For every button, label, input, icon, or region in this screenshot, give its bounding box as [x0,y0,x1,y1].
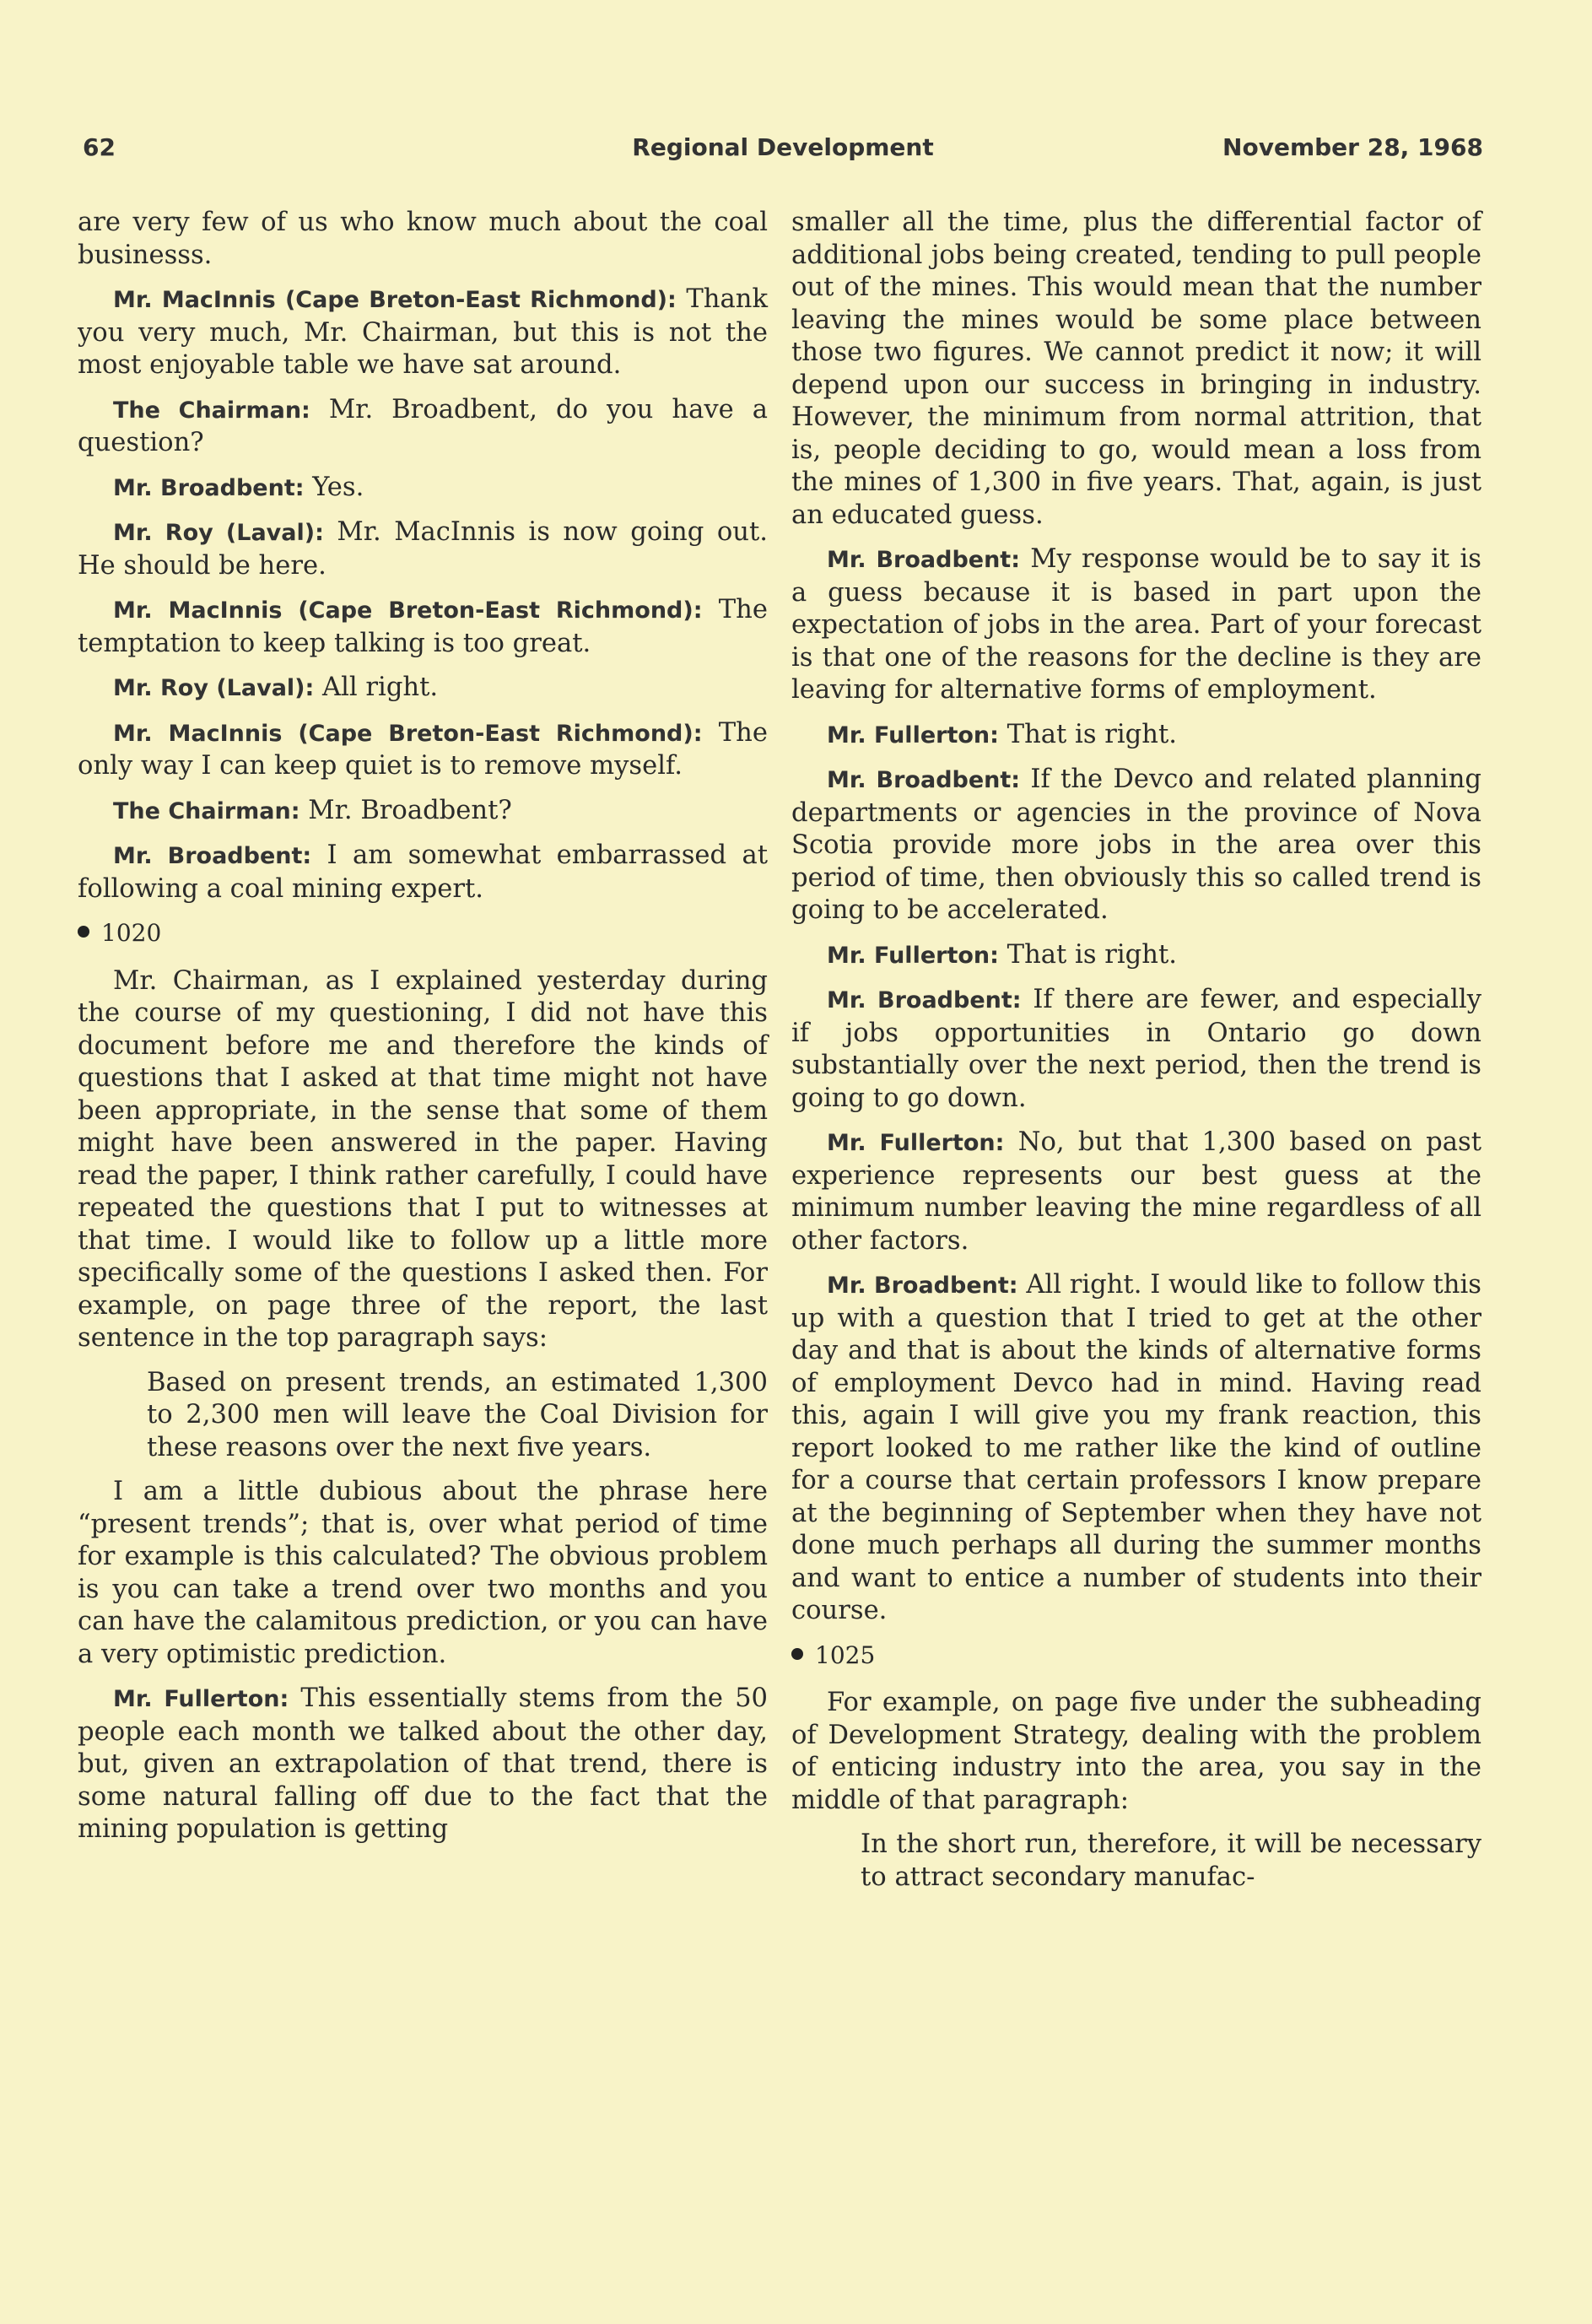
block-quote: In the short run, therefore, it will be necessary to attract secondary manufac- [861,1829,1481,1892]
speaker-name: Mr. Broadbent: [113,843,312,869]
speech [78,594,768,660]
bullet-icon [78,926,89,938]
speaker-name: Mr. MacInnis (Cape Breton-East Richmond): [113,597,703,624]
speaker-name: Mr. Roy (Laval): [113,520,324,546]
speaker-name: Mr. Fullerton: [113,1686,289,1712]
speech [78,795,768,829]
speech [791,719,1481,753]
speech [78,516,768,582]
block-quote: Based on present trends, an estimated 1,300 to 2,300 men will leave the Coal Division for these reasons over the next five years. [147,1367,768,1462]
speaker-name: Mr. Broadbent: [827,547,1021,573]
speech [791,984,1481,1115]
speech [791,1127,1481,1257]
time-marker [791,1640,1481,1673]
right-column [791,207,1481,1905]
paragraph: For example, on page five under the subheading of Development Strategy, dealing with the problem of enticing industry into the area, you say in the middle of that paragraph: [791,1688,1481,1815]
speech-text: All right. [314,673,439,702]
paragraph: smaller all the time, plus the differential factor of additional jobs being created, tending to pull people out of the mines. This would mean that the number leaving the mines would be some place between those two figures. We cannot predict it now; it will depend upon our success in bringing in industry. However, the minimum from normal attrition, that is, people deciding to go, would mean a loss from the mines of 1,300 in five years. That, again, is just an educated guess. [791,208,1481,530]
left-column [78,207,768,1858]
speech [791,543,1481,707]
speech [78,284,768,382]
bullet-icon [791,1648,803,1660]
speech [791,1269,1481,1628]
speech-text: Thank you very much, Mr. Chairman, but this is not the most enjoyable table we have sat around. [78,284,768,380]
running-title: Regional Development [632,133,934,161]
speaker-name: Mr. Roy (Laval): [113,675,315,701]
speaker-name: Mr. Broadbent: [827,1273,1018,1299]
speech-text: If the Devco and related planning departments or agencies in the province of Nova Scotia provide more jobs in the area over this period of time, then obviously this so called trend is going to be accelerated. [791,765,1482,925]
paragraph: I am a little dubious about the phrase here “present trends”; that is, over what period of time for example is this calculated? The obvious problem is you can take a trend over two months and you can have the calamitous prediction, or you can have a very optimistic prediction. [78,1477,768,1669]
speech-text: If there are fewer, and especially if jobs opportunities in Ontario go down substantially over the next period, then the trend is going to go down. [791,985,1482,1113]
time-marker-text: 1020 [101,919,162,947]
speech-text: I am somewhat embarrassed at following a coal mining expert. [78,840,769,904]
speech-text: All right. I would like to follow this up with a question that I tried to get at the other day and that is about the kinds of alternative forms of employment Devco had in mind. Having read this, again I will give you my frank reaction, this report looked to me rather like the kind of outline for a course that certain professors I know prepare at the beginning of September when they have not done much perhaps all during the summer months and want to entice a number of students into their course. [791,1270,1481,1625]
speech-text: That is right. [998,719,1177,749]
speech-text: The only way I can keep quiet is to remove myself. [78,717,768,781]
speech-text: This essentially stems from the 50 people each month we talked about the other day, but, given an extrapolation of that trend, there is some natural falling off due to the fact that the mining population is getting [78,1684,768,1844]
time-marker-text: 1025 [815,1640,876,1669]
speaker-name: Mr. MacInnis (Cape Breton-East Richmond): [113,287,677,313]
speech-text: The temptation to keep talking is too great. [78,595,768,658]
speech [791,764,1481,927]
speaker-name: The Chairman: [113,797,300,824]
speech-text: Mr. MacInnis is now going out. He should be here. [78,517,768,581]
speaker-name: Mr. Fullerton: [827,1130,1005,1156]
speech [78,672,768,705]
speech [78,472,768,505]
speaker-name: Mr. Fullerton: [827,942,999,969]
paragraph: Mr. Chairman, as I explained yesterday during the course of my questioning, I did not have this document before me and therefore the kinds of questions that I asked at that time might not have been appropriate, in the sense that some of them might have been answered in the paper. Having read the paper, I think rather carefully, I could have repeated the questions that I put to witnesses at that time. I would like to follow up a little more specifically some of the questions I asked then. For example, on page three of the report, the last sentence in the top paragraph says: [78,965,768,1353]
speech [78,1683,768,1846]
speech-text: That is right. [998,939,1177,970]
speech [78,717,768,783]
page-header [83,133,1483,170]
speech [791,939,1481,973]
speech [78,394,768,460]
header-date: November 28, 1968 [1222,133,1483,161]
speaker-name: The Chairman: [113,397,310,424]
time-marker [78,917,768,950]
page-number: 62 [83,133,116,161]
speech-text: No, but that 1,300 based on past experience represents our best guess at the minimum number leaving the mine regardless of all other factors. [791,1127,1481,1256]
speaker-name: Mr. MacInnis (Cape Breton-East Richmond): [113,720,703,747]
speech-text: Mr. Broadbent, do you have a question? [78,394,768,457]
speech-text: My response would be to say it is a guess because it is based in part upon the expectation of jobs in the area. Part of your forecast is that one of the reasons for the decline is they are leaving for alternative forms of employment. [791,544,1481,705]
speaker-name: Mr. Broadbent: [113,474,305,501]
speaker-name: Mr. Fullerton: [827,722,999,749]
speech-text: Mr. Broadbent? [300,795,512,825]
paragraph: are very few of us who know much about the coal businesss. [78,208,768,270]
speech-text: Yes. [304,472,364,502]
speech [78,840,768,905]
speaker-name: Mr. Broadbent: [827,987,1022,1013]
speaker-name: Mr. Broadbent: [827,767,1021,793]
